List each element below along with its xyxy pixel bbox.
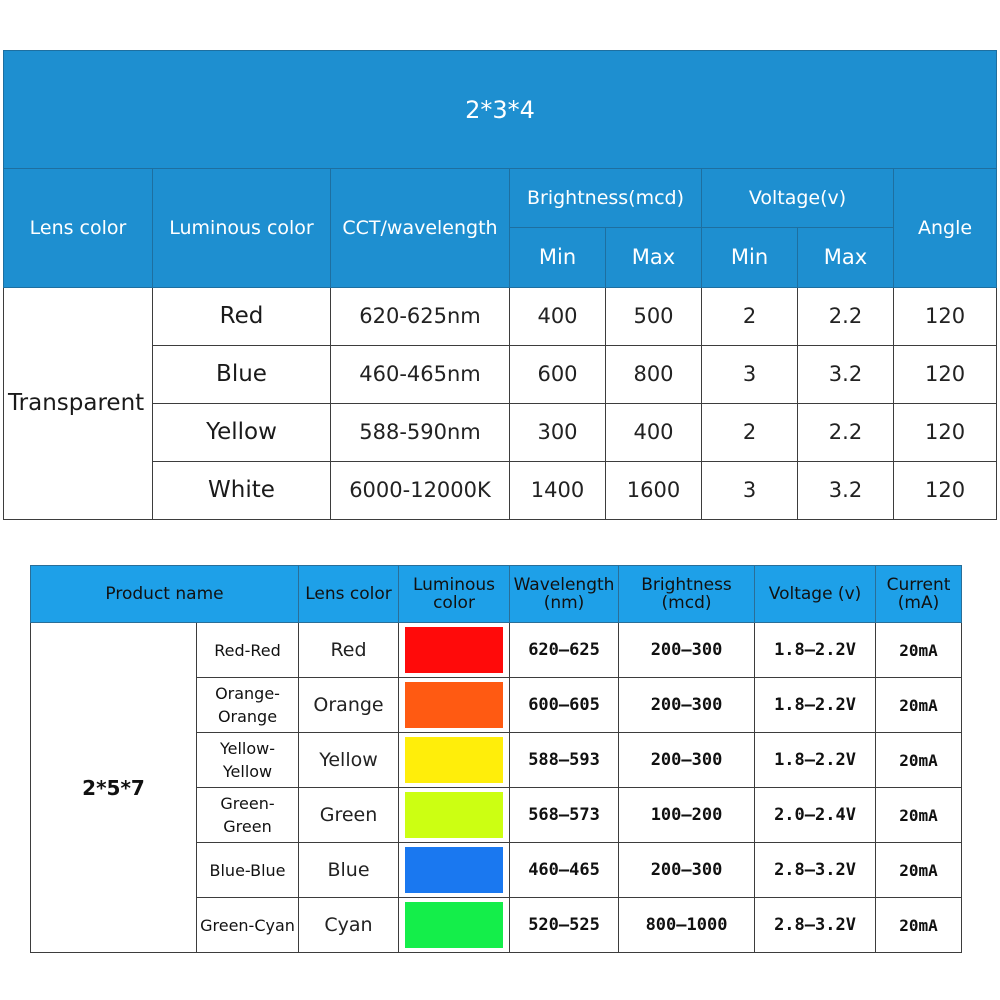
color-swatch bbox=[405, 627, 503, 673]
header-luminous-color: Luminous color bbox=[153, 169, 331, 287]
voltage-min-cell: 3 bbox=[702, 461, 798, 519]
angle-cell: 120 bbox=[894, 287, 997, 345]
angle-cell: 120 bbox=[894, 461, 997, 519]
table-row bbox=[4, 461, 997, 519]
lens-color-cell: Blue bbox=[299, 843, 399, 898]
header-voltage-min: Min bbox=[702, 228, 798, 287]
angle-cell: 120 bbox=[894, 403, 997, 461]
led-spec-table-2x5x7 bbox=[30, 565, 962, 953]
brightness-min-cell: 400 bbox=[510, 287, 606, 345]
variant-cell: Blue-Blue bbox=[197, 843, 299, 898]
luminous-color-cell: White bbox=[153, 461, 331, 519]
led-spec-table-2x3x4 bbox=[3, 50, 997, 520]
voltage-max-cell: 3.2 bbox=[798, 461, 894, 519]
current-cell: 20mA bbox=[876, 898, 962, 953]
brightness-min-cell: 300 bbox=[510, 403, 606, 461]
color-swatch bbox=[405, 902, 503, 948]
current-cell: 20mA bbox=[876, 788, 962, 843]
header-brightness: Brightness (mcd) bbox=[619, 566, 755, 623]
luminous-color-cell bbox=[399, 788, 510, 843]
wavelength-cell: 600–605 bbox=[510, 678, 619, 733]
table-row bbox=[4, 287, 997, 345]
wavelength-cell: 460–465 bbox=[510, 843, 619, 898]
voltage-cell: 2.8–3.2V bbox=[755, 843, 876, 898]
header-brightness-max: Max bbox=[606, 228, 702, 287]
current-cell: 20mA bbox=[876, 733, 962, 788]
lens-color-cell: Green bbox=[299, 788, 399, 843]
brightness-cell: 200–300 bbox=[619, 843, 755, 898]
voltage-cell: 1.8–2.2V bbox=[755, 733, 876, 788]
wavelength-cell: 620–625 bbox=[510, 623, 619, 678]
voltage-max-cell: 2.2 bbox=[798, 287, 894, 345]
current-cell: 20mA bbox=[876, 678, 962, 733]
brightness-min-cell: 1400 bbox=[510, 461, 606, 519]
lens-color-cell: Red bbox=[299, 623, 399, 678]
cct-cell: 588-590nm bbox=[331, 403, 510, 461]
header-brightness: Brightness(mcd) bbox=[510, 169, 702, 228]
header-voltage: Voltage(v) bbox=[702, 169, 894, 228]
color-swatch bbox=[405, 682, 503, 728]
cct-cell: 6000-12000K bbox=[331, 461, 510, 519]
luminous-color-cell bbox=[399, 678, 510, 733]
brightness-cell: 200–300 bbox=[619, 623, 755, 678]
lens-color-cell: Orange bbox=[299, 678, 399, 733]
voltage-min-cell: 2 bbox=[702, 403, 798, 461]
luminous-color-cell bbox=[399, 843, 510, 898]
angle-cell: 120 bbox=[894, 345, 997, 403]
lens-color-cell: Transparent bbox=[4, 287, 153, 520]
voltage-max-cell: 2.2 bbox=[798, 403, 894, 461]
wavelength-cell: 568–573 bbox=[510, 788, 619, 843]
header-luminous-color: Luminous color bbox=[399, 566, 510, 623]
luminous-color-cell: Yellow bbox=[153, 403, 331, 461]
variant-cell: Yellow-Yellow bbox=[197, 733, 299, 788]
table-row bbox=[4, 403, 997, 461]
luminous-color-cell bbox=[399, 898, 510, 953]
voltage-cell: 1.8–2.2V bbox=[755, 623, 876, 678]
cct-cell: 620-625nm bbox=[331, 287, 510, 345]
color-swatch bbox=[405, 737, 503, 783]
brightness-max-cell: 400 bbox=[606, 403, 702, 461]
luminous-color-cell: Blue bbox=[153, 345, 331, 403]
brightness-cell: 100–200 bbox=[619, 788, 755, 843]
table-row bbox=[31, 623, 962, 678]
color-swatch bbox=[405, 847, 503, 893]
header-product-name: Product name bbox=[31, 566, 299, 623]
header-angle: Angle bbox=[894, 169, 997, 287]
luminous-color-cell bbox=[399, 733, 510, 788]
variant-cell: Orange-Orange bbox=[197, 678, 299, 733]
brightness-max-cell: 1600 bbox=[606, 461, 702, 519]
voltage-cell: 2.0–2.4V bbox=[755, 788, 876, 843]
header-wavelength: Wavelength (nm) bbox=[510, 566, 619, 623]
header-voltage-max: Max bbox=[798, 228, 894, 287]
voltage-cell: 1.8–2.2V bbox=[755, 678, 876, 733]
header-lens-color: Lens color bbox=[4, 169, 153, 287]
variant-cell: Green-Green bbox=[197, 788, 299, 843]
voltage-min-cell: 3 bbox=[702, 345, 798, 403]
header-lens-color: Lens color bbox=[299, 566, 399, 623]
brightness-cell: 200–300 bbox=[619, 733, 755, 788]
luminous-color-cell: Red bbox=[153, 287, 331, 345]
color-swatch bbox=[405, 792, 503, 838]
voltage-max-cell: 3.2 bbox=[798, 345, 894, 403]
variant-cell: Green-Cyan bbox=[197, 898, 299, 953]
voltage-min-cell: 2 bbox=[702, 287, 798, 345]
voltage-cell: 2.8–3.2V bbox=[755, 898, 876, 953]
product-name-cell: 2*5*7 bbox=[31, 623, 197, 953]
current-cell: 20mA bbox=[876, 843, 962, 898]
table-row bbox=[4, 345, 997, 403]
lens-color-cell: Cyan bbox=[299, 898, 399, 953]
brightness-max-cell: 500 bbox=[606, 287, 702, 345]
header-brightness-min: Min bbox=[510, 228, 606, 287]
header-current: Current (mA) bbox=[876, 566, 962, 623]
luminous-color-cell bbox=[399, 623, 510, 678]
table-title: 2*3*4 bbox=[4, 51, 997, 169]
brightness-min-cell: 600 bbox=[510, 345, 606, 403]
variant-cell: Red-Red bbox=[197, 623, 299, 678]
wavelength-cell: 588–593 bbox=[510, 733, 619, 788]
cct-cell: 460-465nm bbox=[331, 345, 510, 403]
header-voltage: Voltage (v) bbox=[755, 566, 876, 623]
brightness-cell: 800–1000 bbox=[619, 898, 755, 953]
current-cell: 20mA bbox=[876, 623, 962, 678]
wavelength-cell: 520–525 bbox=[510, 898, 619, 953]
lens-color-cell: Yellow bbox=[299, 733, 399, 788]
header-cct-wavelength: CCT/wavelength bbox=[331, 169, 510, 287]
brightness-max-cell: 800 bbox=[606, 345, 702, 403]
brightness-cell: 200–300 bbox=[619, 678, 755, 733]
